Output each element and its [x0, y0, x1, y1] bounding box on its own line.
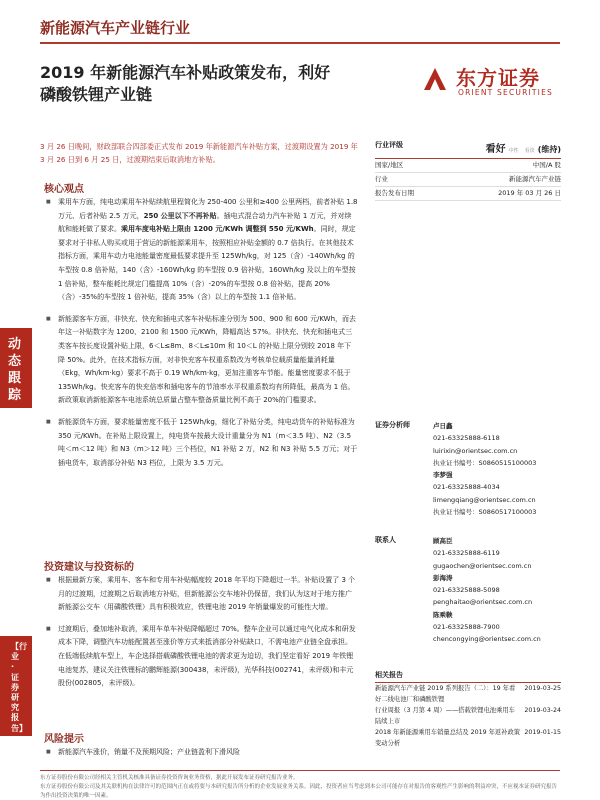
rating-panel — [375, 140, 561, 201]
risk-item: ■ 新能源汽车涨价，销量不及预期风险；产业链盈利下滑风险 — [44, 746, 358, 760]
core-item: ■ 新能源客车方面，非快充、快充和插电式客车补贴标准分别为 500、900 和 600 元/KWh，而去年这一补贴数字为 1200、2100 和 1500 元/KWh，降幅高达 57%。非快充、快充和插电式三类客车按长度设置补贴上限，6＜L≤8m、8＜L≤10m 和 10＜L 的补贴上限分别较 2018 年下降 50%。此外，在技术指标方面，对非快充客车权重系数改为考核单位载质量能量消耗量（Ekg，Wh/km·kg）要求不高于 0.19 Wh/km·kg，更加注重客车节能。能量密度要求不低于 135Wh/kg。快充客车的快充倍率和插电客车的节油率水平权重系数均有所降低，最高为 1 倍。新政策取消新能源客车电池系统总质量占整车整备质量比例不高于 20%的门槛要求。 — [44, 313, 358, 408]
rating-kv: 行业 新能源汽车产业链 — [375, 173, 561, 187]
related-item[interactable]: 行业周报（3 月第 4 周）——搭载铁锂电池乘用车陆续上市 2019-03-24 — [375, 707, 561, 725]
rating-kv: 报告发布日期 2019 年 03 月 26 日 — [375, 187, 561, 201]
rating-label: 行业评级 — [375, 141, 403, 149]
analyst-list: 卢日鑫 021-63325888-6118 luirixin@orientsec.com.cn 执业证书编号：S0860515100003 李梦强 021-63325888-4034 limengqiang@orientsec.com.cn 执业证书编号：S0860517100003 — [433, 422, 537, 517]
summary-text: 3 月 26 日晚间，财政部联合四部委正式发布 2019 年新能源汽车补贴方案，过渡期设置为 2019 年 3 月 26 日到 6 月 25 日，过渡期结束后取消地方补贴。 — [40, 142, 358, 164]
rating-kv: 国家/地区 中国/A 股 — [375, 159, 561, 173]
core-list — [44, 196, 358, 478]
related-heading: 相关报告 — [375, 670, 561, 683]
contact-list: 顾高臣 021-63325888-6119 gugaochen@orientsec.com.cn 彭海涛 021-63325888-5098 penghaitao@orientsec.com.cn 陈乘鞅 021-63325888-7900 chencongying@orientsec.com.cn — [433, 537, 541, 644]
orient-securities-logo — [420, 62, 580, 106]
analysts-label: 证券分析师 — [375, 421, 410, 429]
advice-item: ■ 过渡期后，叠加地补取消，乘用车单车补贴降幅超过 70%。整车企业可以通过电气化成本和研发成本下降，调整汽车功能配置甚至涨价等方式来抵消部分补贴缺口，不需电池产业链全盘承担。在低端低续航车型上，车企选择搭载磷酸铁锂电池的需求更为迫切，我们坚定看好 2019 年铁锂电池复苏，建议关注铁锂标的鹏辉能源(300438，未评级)，光华科技(002741，未评级)和丰元股份(002805，未评级)。 — [44, 623, 358, 691]
advice-list — [44, 574, 358, 699]
logo-cn: 东方证券 — [456, 66, 540, 90]
analysts-panel — [375, 420, 561, 530]
industry-title: 新能源汽车产业链行业 — [40, 19, 191, 37]
rating-row — [375, 140, 561, 159]
advice-heading: 投资建议与投资标的 — [44, 562, 134, 573]
contacts-label: 联系人 — [375, 536, 396, 544]
related-item[interactable]: 新能源汽车产业链 2019 系列报告（二）：19 年看好二线电池厂和磷酸铁锂 2019-03-25 — [375, 685, 561, 703]
risk-heading: 风险提示 — [44, 734, 84, 745]
header-bar — [40, 14, 560, 44]
report-title-line1: 2019 年新能源汽车补贴政策发布，利好 — [40, 63, 331, 82]
side-band-report-type: 【行业·证券研究报告】 — [0, 636, 32, 736]
contacts-panel — [375, 535, 561, 655]
disclaimer-footer: 东方证券股份有限公司经相关主管机关核准具备证券投资咨询业务资格，据此开展发布证券研究报告业务。 东方证券股份有限公司及其关联机构在法律许可的范围内正在或将要与本研究报告所分析的企业发展业务关系。因此，投资者应当考虑到本公司可能存在对报告的客观性产生影响的利益冲突，不应视本证券研究报告为作出投资决策的唯一因素。 — [40, 770, 560, 800]
report-title — [40, 62, 410, 106]
logo-mark-icon — [420, 64, 450, 94]
side-band-tracking: 动态跟踪 — [0, 328, 32, 408]
related-item[interactable]: 2018 年新能源乘用车销量总结及 2019 年返补政策变动分析 2019-01-15 — [375, 729, 561, 747]
rating-value: 看好 中性 看淡 (维持) — [485, 144, 561, 155]
core-item: ■ 新能源货车方面，要求能量密度不低于 125Wh/kg，细化了补贴分类，纯电动货车的补贴标准为 350 元/KWh。在补贴上限设置上，纯电货车按最大设计重量分为 N1（m＜3.5 吨）、N2（3.5 吨＜m＜12 吨）和 N3（m＞12 吨）三个档位，N1 补贴 2 万，N2 和 N3 补贴 5.5 万元；对于插电货车，取消部分补贴 N3 档位，上限为 3.5 万元。 — [44, 416, 358, 470]
core-heading: 核心观点 — [44, 184, 84, 195]
related-panel — [375, 670, 561, 749]
logo-en: ORIENT SECURITIES — [458, 88, 553, 97]
risk-list — [44, 746, 358, 768]
report-title-line2: 磷酸铁锂产业链 — [40, 85, 153, 104]
advice-item: ■ 根据最新方案，乘用车、客车和专用车补贴幅度较 2018 年平均下降超过一半。补贴设置了 3 个月的过渡期，过渡期之后取消地方补贴，但新能源公交车地补仍保留，我们认为这对于地方推广新能源公交车（用磷酸铁锂）具有积极效应，铁锂电池 2019 年销量爆发的可能性大增。 — [44, 574, 358, 615]
core-item: ■ 乘用车方面，纯电动乘用车补贴续航里程简化为 250-400 公里和≥400 公里两档，前者补贴 1.8 万元、后者补贴 2.5 万元，250 公里以下不再补贴。插电式混合动力汽车补贴 1 万元，并对续航和能耗做了要求。乘用车度电补贴上限由 1200 元/KWh 调整到 550 元/KWh。同时，规定要求对于非私人购买或用于营运的新能源乘用车，按照相应补贴金额的 0.7 倍执行。在其他技术指标方面，乘用车动力电池能量密度最低要求提升至 125Wh/kg，对 125（含）-140Wh/kg 的车型按 0.8 倍补贴，140（含）-160Wh/kg 的车型按 0.9 倍补贴，160Wh/kg 及以上的车型按 1 倍补贴，整车能耗比规定门槛提高 10%（含）-20%的车型按 0.8 倍补贴，提高 20%（含）-35%的车型按 1 倍补贴，提高 35%（含）以上的车型按 1.1 倍补贴。 — [44, 196, 358, 305]
